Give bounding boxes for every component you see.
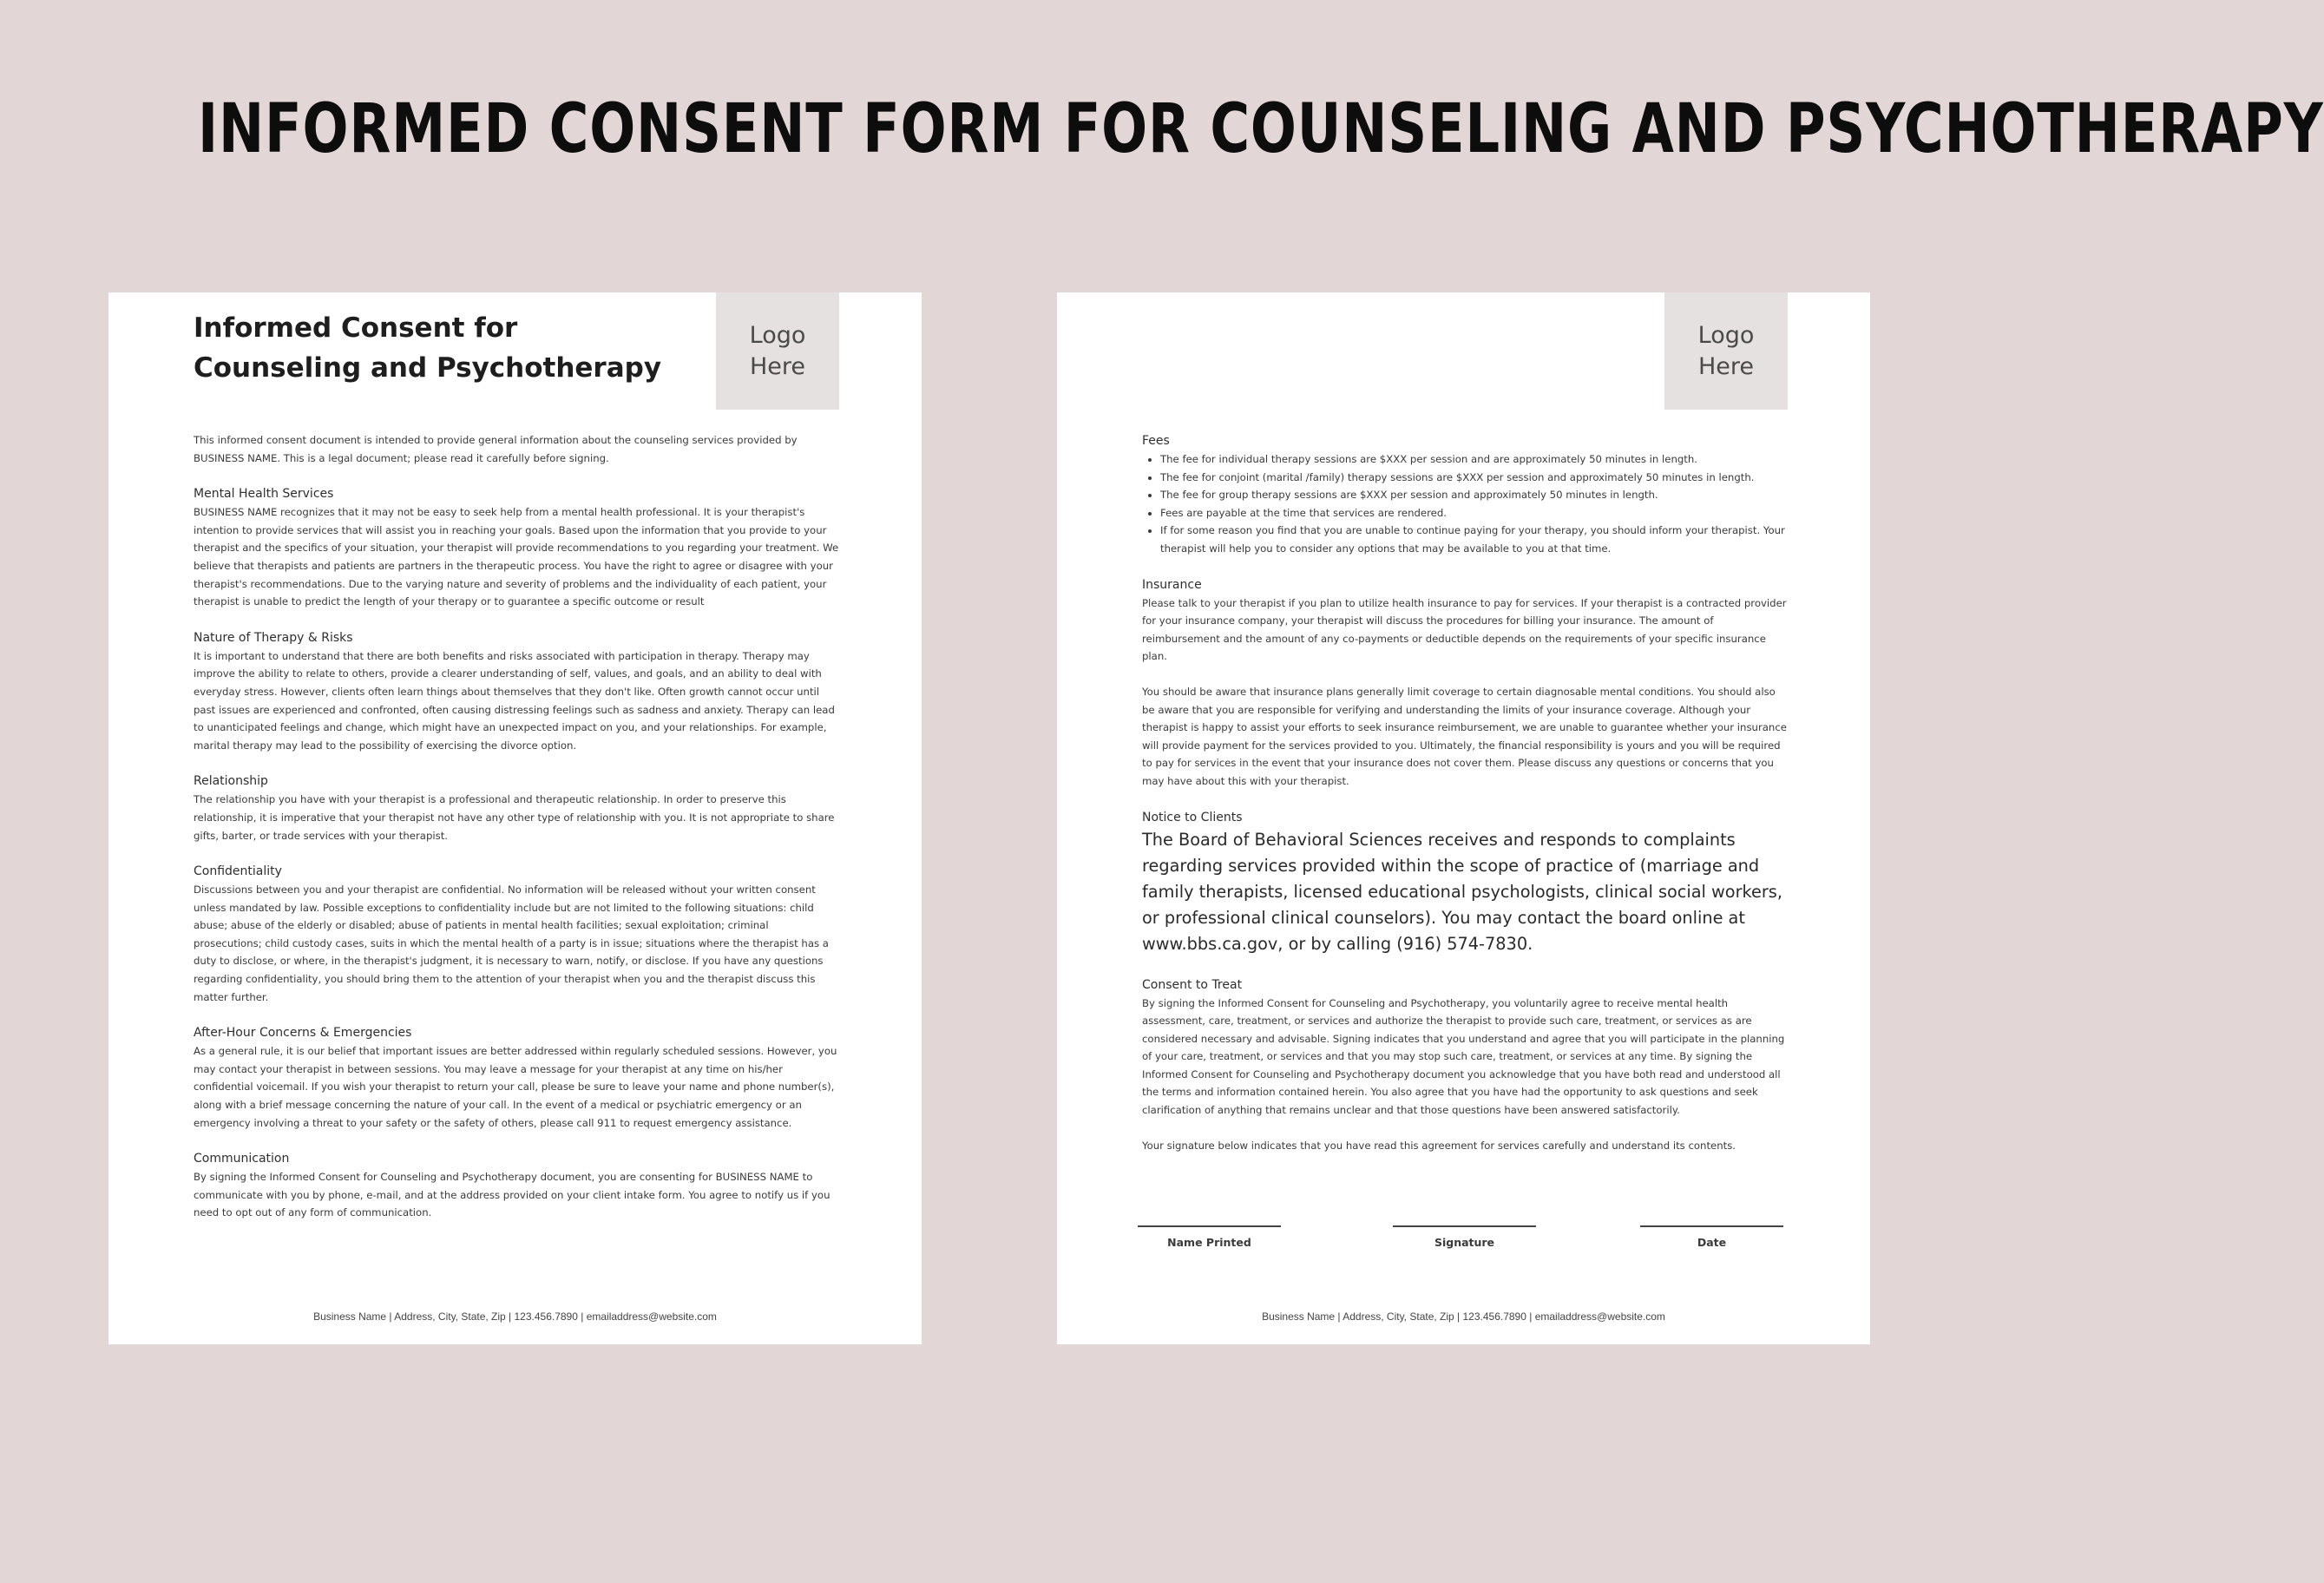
intro-paragraph: This informed consent document is intended to provide general information about the counseling services provided by BUSINESS NAME. This is a legal document; please read it carefully before signing. — [194, 434, 798, 464]
fees-list-item: • The fee for conjoint (marital /family) therapy sessions are $XXX per session and approximately 50 minutes in length. — [1160, 469, 1788, 487]
section-after-hour-concerns — [194, 1023, 839, 1132]
section-body: By signing the Informed Consent for Counseling and Psychotherapy, you voluntarily agree to receive mental health assessment, care, treatment, or services and authorize the therapist to provide such care, treatment, or services as are considered necessary and advisable. Signing indicates that you understand and agree that you will participate in the planning of your care, treatment, or services and that you may stop such care, treatment, or services at any time. By signing the Informed Consent for Counseling and Psychotherapy document you acknowledge that you have both read and understood all the terms and information contained herein. You also agree that you have had the opportunity to ask questions and seek clarification of anything that remains unclear and that those questions have been answered satisfactorily. — [1142, 996, 1785, 1117]
section-consent-to-treat — [1142, 975, 1788, 1155]
date-line[interactable] — [1640, 1225, 1783, 1227]
section-body: Please talk to your therapist if you plan to utilize health insurance to pay for services. If your therapist is a contracted provider for your insurance company, your therapist will discuss the procedures for billing your insurance. The amount of reimbursement and the amount of any co-payments or deductible depends on the requirements of your specific insurance plan. — [1142, 596, 1787, 663]
fees-list-item: • The fee for individual therapy sessions are $XXX per session and are approximately 50 minutes in length. — [1160, 450, 1788, 469]
section-heading: Mental Health Services — [194, 487, 334, 502]
section-nature-of-therapy — [194, 628, 839, 755]
logo-text-line-2: Here — [749, 352, 806, 380]
fees-list-item: • If for some reason you find that you are unable to continue paying for your therapy, you should inform your therapist. Your therapist will help you to consider any options that may be available to you at that time. — [1160, 522, 1788, 557]
section-body: As a general rule, it is our belief that important issues are better addressed within regularly scheduled sessions. However, you may contact your therapist in between sessions. You may leave a message for your therapist at any time on his/her confidential voicemail. If you wish your therapist to return your call, please be sure to leave your name and phone number(s), along with a brief message concerning the nature of your call. In the event of a medical or psychiatric emergency or an emergency involving a threat to your safety or the safety of others, please call 911 to request emergency assistance. — [194, 1045, 837, 1129]
section-heading: Relationship — [194, 774, 268, 789]
intro-section — [194, 431, 839, 467]
section-heading: Communication — [194, 1152, 290, 1166]
banner-title: INFORMED CONSENT FORM FOR COUNSELING AND PSYCHOTHERAPY — [198, 90, 2324, 168]
section-heading: Notice to Clients — [1142, 810, 1243, 824]
section-communication — [194, 1149, 839, 1222]
logo-text-line-1: Logo — [749, 321, 806, 349]
document-title-line-1: Informed Consent for — [194, 312, 518, 344]
document-title-line-2: Counseling and Psychotherapy — [194, 352, 662, 384]
page-1-content — [194, 431, 839, 1222]
signature-line[interactable] — [1393, 1225, 1536, 1227]
section-relationship — [194, 772, 839, 844]
document-page-2 — [1057, 292, 1870, 1344]
section-fees — [1142, 431, 1788, 558]
name-printed-line[interactable] — [1138, 1225, 1281, 1227]
page-footer: Business Name | Address, City, State, Zip | 123.456.7890 | emailaddress@website.com — [313, 1310, 717, 1323]
logo-placeholder — [1664, 292, 1788, 410]
signature-note: Your signature below indicates that you have read this agreement for services carefully and understand its contents. — [1142, 1139, 1736, 1152]
name-printed-label: Name Printed — [1167, 1236, 1251, 1249]
section-body: Discussions between you and your therapist are confidential. No information will be released without your written consent unless mandated by law. Possible exceptions to confidentiality include but are not limited to the following situations: child abuse; abuse of the elderly or disabled; abuse of patients in mental health facilities; sexual exploitation; criminal prosecutions; child custody cases, suits in which the mental health of a party is in issue; situations where the therapist has a duty to disclose, or where, in the therapist's judgment, it is necessary to warn, notify, or disclose. If you have any questions regarding confidentiality, you should bring them to the attention of your therapist when you and the therapist discuss this matter further. — [194, 883, 829, 1003]
notice-body: The Board of Behavioral Sciences receives and responds to complaints regarding services provided within the scope of practice of (marriage and family therapists, licensed educational psychologists, clinical social workers, or professional clinical counselors). You may contact the board online at www.bbs.ca.gov, or by calling (916) 574-7830. — [1142, 829, 1782, 955]
signature-row — [1057, 1225, 1870, 1278]
section-insurance — [1142, 575, 1788, 791]
fees-list-item: • The fee for group therapy sessions are $XXX per session and approximately 50 minutes in length. — [1160, 486, 1788, 504]
section-body: You should be aware that insurance plans generally limit coverage to certain diagnosable mental conditions. You should also be aware that you are responsible for verifying and understanding the limits of your insurance coverage. Although your therapist is happy to assist your efforts to seek insurance reimbursement, we are unable to guarantee whether your insurance will provide payment for the services provided to you. Ultimately, the financial responsibility is yours and you will be required to pay for services in the event that your insurance does not cover them. Please discuss any questions or concerns that you may have about this with your therapist. — [1142, 685, 1787, 787]
section-body: By signing the Informed Consent for Counseling and Psychotherapy document, you are consenting for BUSINESS NAME to communicate with you by phone, e-mail, and at the address provided on your client intake form. You agree to notify us if you need to opt out of any form of communication. — [194, 1171, 830, 1219]
date-label: Date — [1697, 1236, 1727, 1249]
section-heading: Confidentiality — [194, 864, 282, 879]
section-body: The relationship you have with your therapist is a professional and therapeutic relationship. In order to preserve this relationship, it is imperative that your therapist not have any other type of relationship with you. It is not appropriate to share gifts, barter, or trade services with your therapist. — [194, 793, 835, 842]
signature-label: Signature — [1434, 1236, 1495, 1249]
section-heading: Fees — [1142, 434, 1170, 448]
logo-text-line-2: Here — [1697, 352, 1755, 380]
page-2-content — [1142, 431, 1788, 1154]
logo-text-line-1: Logo — [1697, 321, 1755, 349]
section-mental-health-services — [194, 484, 839, 611]
section-body: BUSINESS NAME recognizes that it may not be easy to seek help from a mental health professional. It is your therapist's intention to provide services that will assist you in reaching your goals. Based upon the information that you provide to your therapist and the specifics of your situation, your therapist will provide recommendations to you regarding your treatment. We believe that therapists and patients are partners in the therapeutic process. You have the right to agree or disagree with your therapist's recommendations. Due to the varying nature and severity of problems and the individuality of each patient, your therapist is unable to predict the length of your therapy or to guarantee a specific outcome or result — [194, 506, 839, 608]
document-page-1 — [108, 292, 922, 1344]
fees-list-item: • Fees are payable at the time that services are rendered. — [1160, 504, 1788, 522]
section-heading: Insurance — [1142, 577, 1202, 592]
section-notice-to-clients — [1142, 808, 1788, 958]
section-confidentiality — [194, 862, 839, 1006]
section-heading: Nature of Therapy & Risks — [194, 630, 353, 645]
document-title — [194, 308, 679, 388]
section-body: It is important to understand that there are both benefits and risks associated with participation in therapy. Therapy may improve the ability to relate to others, provide a clearer understanding of self, values, and goals, and an ability to deal with everyday stress. However, clients often learn things about themselves that they don't like. Often growth cannot occur until past issues are experienced and confronted, often causing distressing feelings such as sadness and anxiety. Therapy can lead to unanticipated feelings and change, which might have an unexpected impact on you, and your relationships. For example, marital therapy may lead to the possibility of exercising the divorce option. — [194, 649, 835, 752]
page-footer: Business Name | Address, City, State, Zip | 123.456.7890 | emailaddress@website.com — [1262, 1310, 1665, 1323]
section-heading: After-Hour Concerns & Emergencies — [194, 1026, 412, 1041]
section-heading: Consent to Treat — [1142, 977, 1243, 992]
fees-list — [1142, 450, 1788, 558]
logo-placeholder — [716, 292, 839, 410]
